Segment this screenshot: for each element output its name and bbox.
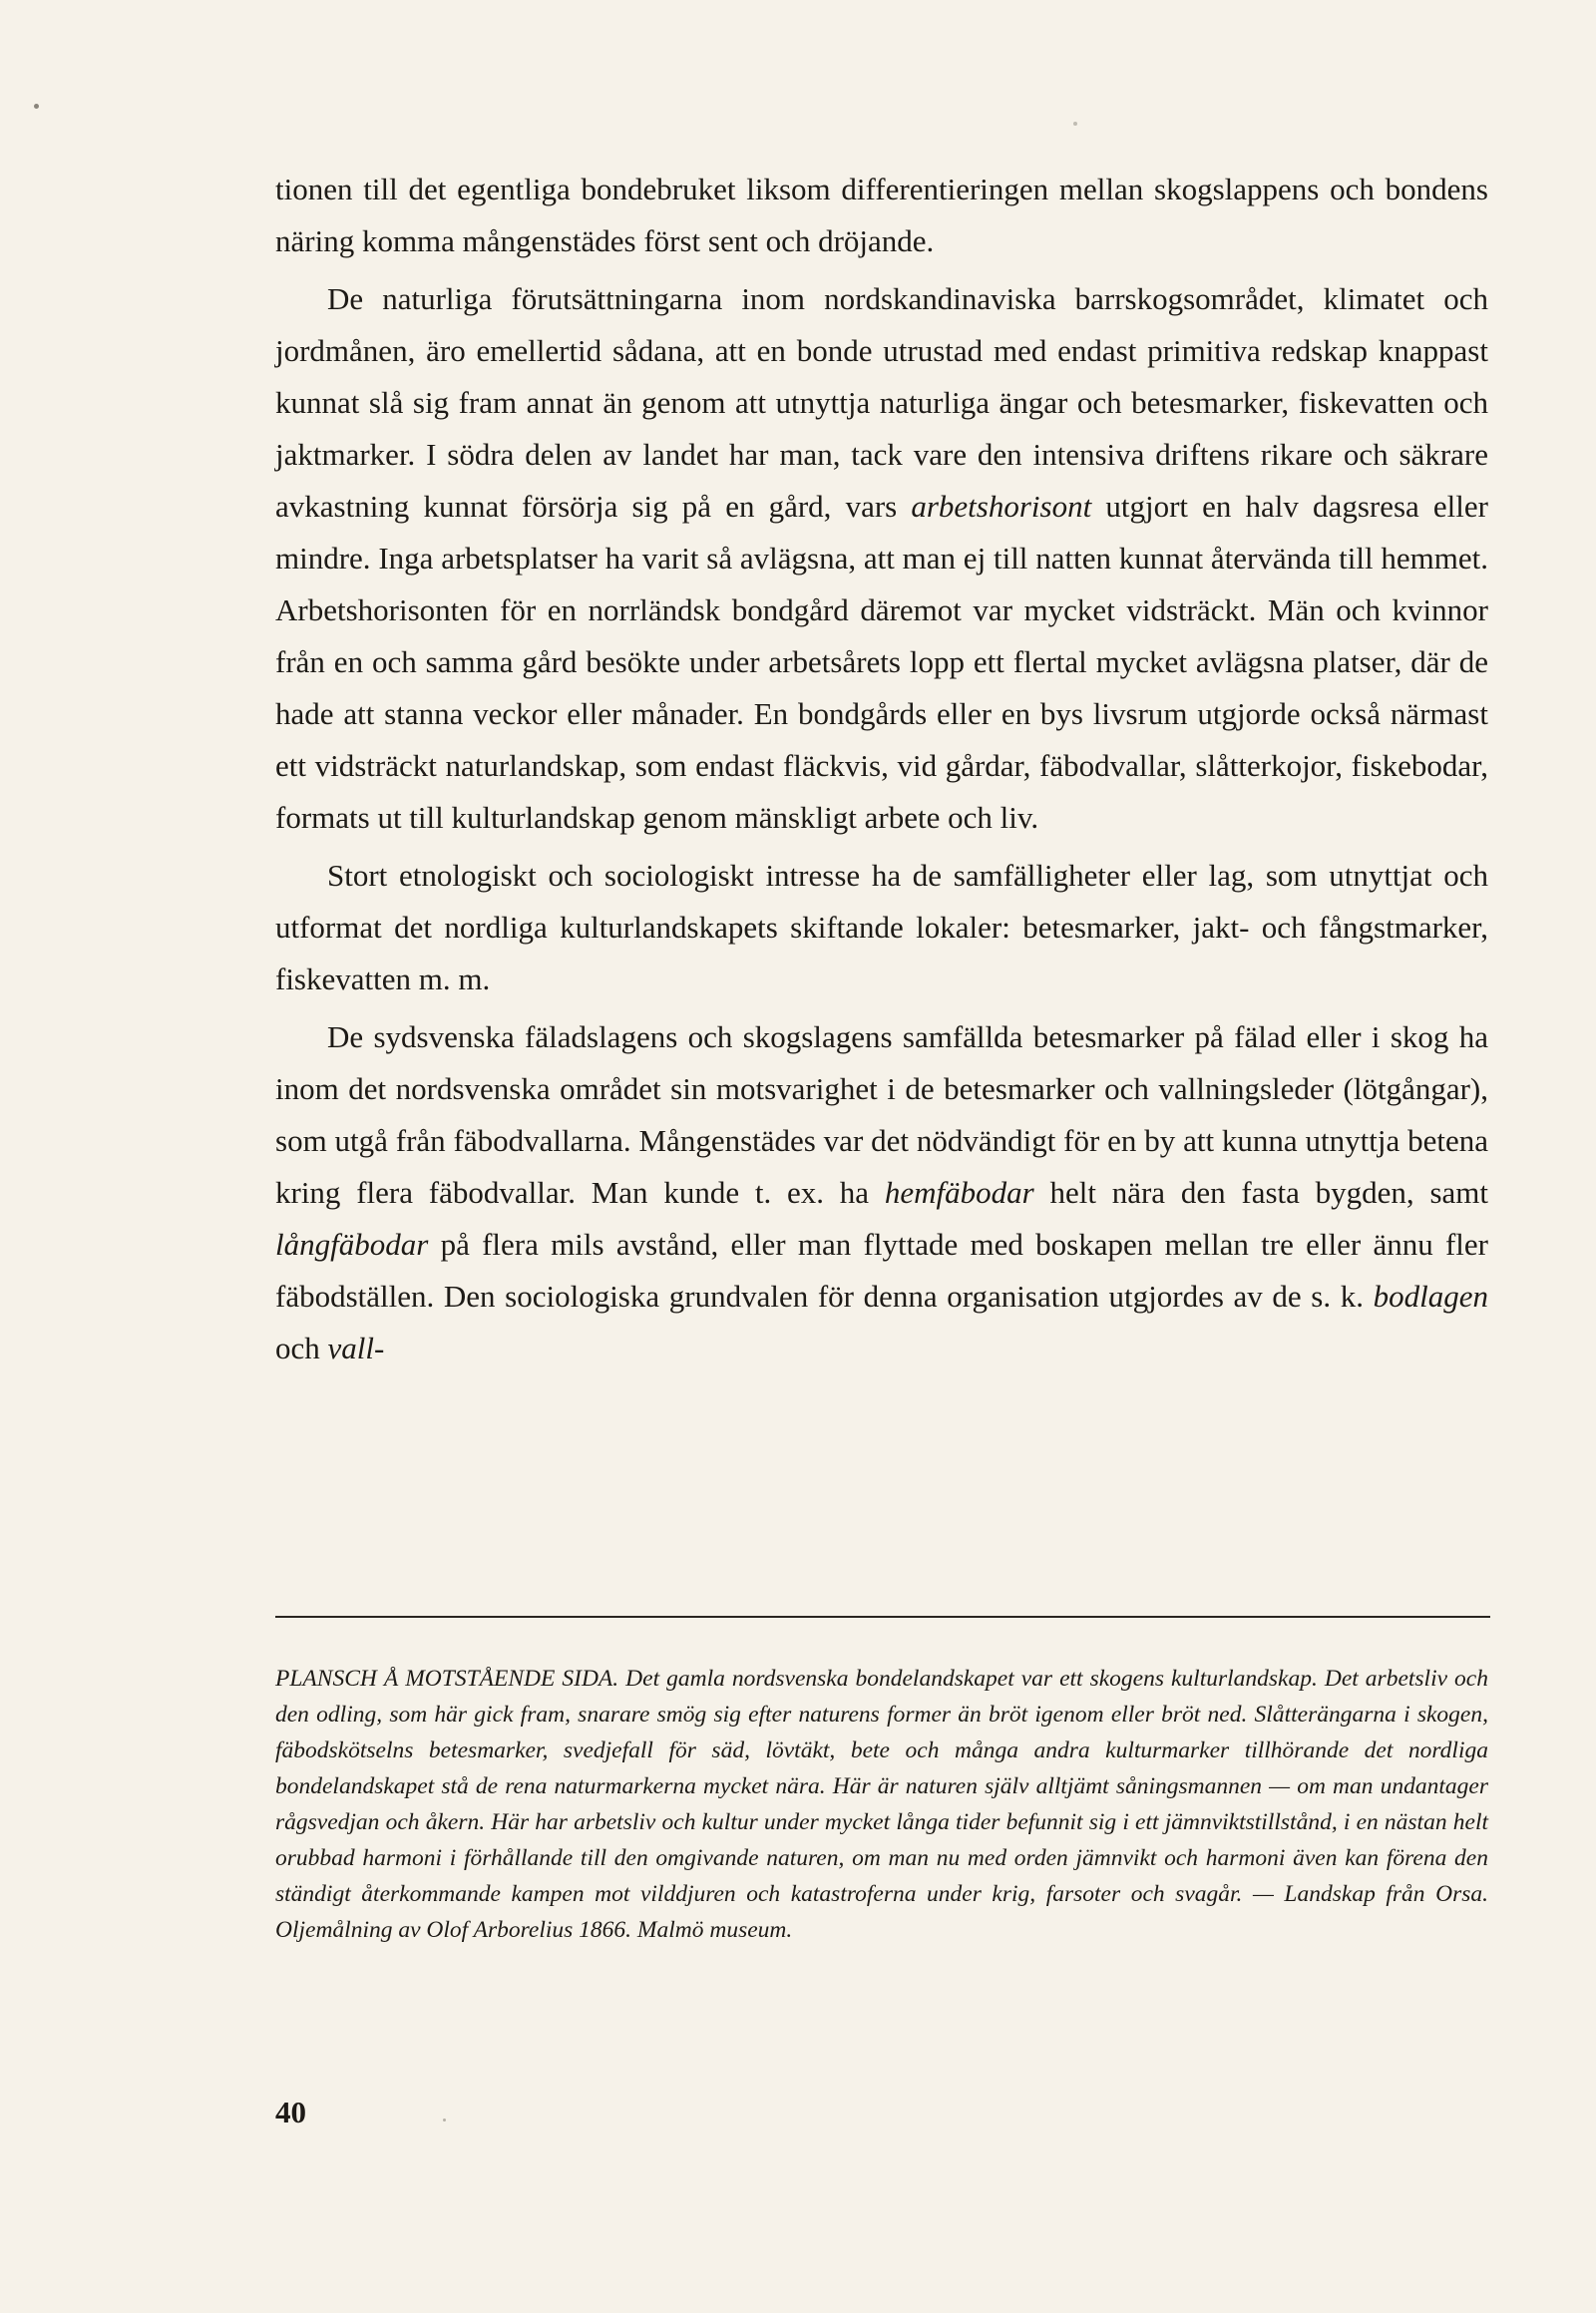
text-run: De sydsvenska fäladslagens och skogslagens samfällda betesmarker på fälad eller i skog ha inom det nordsvenska området sin motsvarighet i de betesmarker och vallningsleder (lötgångar), som utgå från fäbodvallarna. Mångenstädes var det nödvändigt för en by att kunna utnyttja betena kring flera fäbodvallar. Man kunde t. ex. ha <box>275 1019 1488 1210</box>
page-number: 40 <box>275 2095 306 2129</box>
paper-speck <box>34 104 39 109</box>
body-paragraph <box>275 1011 1488 1374</box>
body-paragraph <box>275 273 1488 844</box>
italic-term: hemfäbodar <box>884 1175 1034 1210</box>
italic-term: vall- <box>327 1331 385 1365</box>
paper-speck <box>443 2119 446 2121</box>
text-run: tionen till det egentliga bondebruket liksom differentieringen mellan skogslappens och bondens näring komma mångenstädes först sent och dröjande. <box>275 172 1488 258</box>
paper-speck <box>1073 122 1077 126</box>
italic-term: arbetshorisont <box>911 489 1092 524</box>
body-paragraph <box>275 164 1488 267</box>
plate-caption: PLANSCH Å MOTSTÅENDE SIDA. Det gamla nordsvenska bondelandskapet var ett skogens kulturlandskap. Det arbetsliv och den odling, som här gick fram, snarare smög sig efter naturens former än bröt igenom eller bröt ned. Slåtterängarna i skogen, fäbodskötselns betesmarker, svedjefall för säd, lövtäkt, bete och många andra kulturmarker tillhörande det nordliga bondelandskapet stå de rena naturmarkerna mycket nära. Här är naturen själv alltjämt såningsmannen — om man undantager rågsvedjan och åkern. Här har arbetsliv och kultur under mycket långa tider befunnit sig i ett jämnviktstillstånd, i en nästan helt orubbad harmoni i förhållande till den omgivande naturen, om man nu med orden jämnvikt och harmoni även kan förena den ständigt återkommande kampen mot vilddjuren och katastroferna under krig, farsoter och svagår. — Landskap från Orsa. Oljemålning av Olof Arborelius 1866. Malmö museum. <box>275 1666 1488 1943</box>
text-run: helt nära den fasta bygden, samt <box>1033 1175 1488 1210</box>
text-run: De naturliga förutsättningarna inom nordskandinaviska barrskogsområdet, klimatet och jordmånen, äro emellertid sådana, att en bonde utrustad med endast primitiva redskap knappast kunnat slå sig fram annat än genom att utnyttja naturliga ängar och betesmarker, fiskevatten och jaktmarker. I södra delen av landet har man, tack vare den intensiva driftens rikare och säkrare avkastning kunnat försörja sig på en gård, vars <box>275 281 1488 524</box>
text-run: utgjort en halv dagsresa eller mindre. Inga arbetsplatser ha varit så avlägsna, att man ej till natten kunnat återvända till hemmet. Arbetshorisonten för en norrländsk bondgård däremot var mycket vidsträckt. Män och kvinnor från en och samma gård besökte under arbetsårets lopp ett flertal mycket avlägsna platser, där de hade att stanna veckor eller månader. En bondgårds eller en bys livsrum utgjorde också närmast ett vidsträckt naturlandskap, som endast fläckvis, vid gårdar, fäbodvallar, slåtterkojor, fiskebodar, formats ut till kulturlandskap genom mänskligt arbete och liv. <box>275 489 1488 835</box>
caption-divider <box>275 1616 1490 1618</box>
text-run: på flera mils avstånd, eller man flyttade med boskapen mellan tre eller ännu fler fäbodställen. Den sociologiska grundvalen för denna organisation utgjordes av de s. k. <box>275 1227 1488 1314</box>
italic-term: bodlagen <box>1373 1279 1488 1314</box>
body-paragraph <box>275 850 1488 1005</box>
text-run: och <box>275 1331 328 1365</box>
body-text <box>275 164 1488 1380</box>
text-run: Stort etnologiskt och sociologiskt intresse ha de samfälligheter eller lag, som utnyttjat och utformat det nordliga kulturlandskapets skiftande lokaler: betesmarker, jakt- och fångstmarker, fiskevatten m. m. <box>275 858 1488 996</box>
italic-term: långfäbodar <box>275 1227 429 1262</box>
